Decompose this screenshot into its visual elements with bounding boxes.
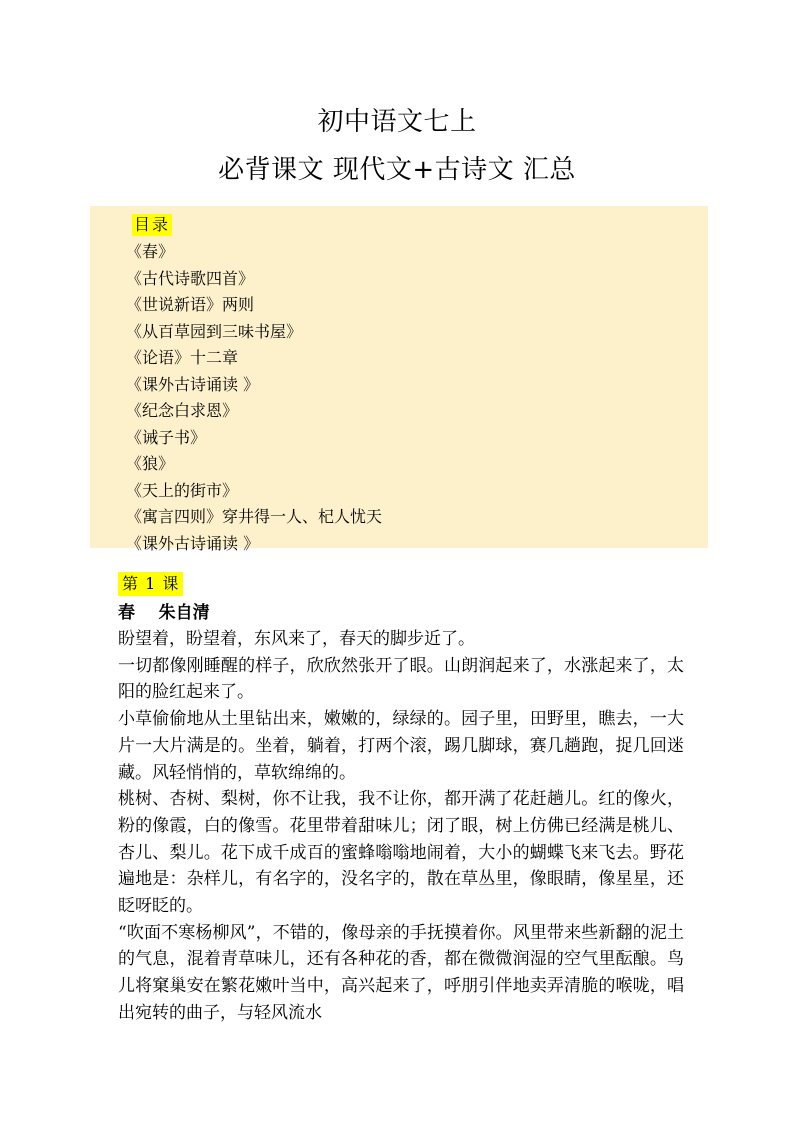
toc-item: 《春》: [126, 242, 175, 261]
toc-item: 《纪念白求恩》: [126, 401, 239, 420]
paragraph: 一切都像刚睡醒的样子，欣欣然张开了眼。山朗润起来了，水涨起来了，太阳的脸红起来了。: [118, 655, 684, 703]
page-title: 初中语文七上: [317, 107, 477, 137]
paragraph: “吹面不寒杨柳风”，不错的，像母亲的手抚摸着你。风里带来些新翻的泥土的气息，混着青草味儿，还有各种花的香，都在微微润湿的空气里酝酿。鸟儿将窠巢安在繁花嫩叶当中，高兴起来了，呼朋引伴地卖弄清脆的喉咙，唱出宛转的曲子，与轻风流水: [118, 922, 684, 1023]
paragraph: 盼望着，盼望着，东风来了，春天的脚步近了。: [118, 629, 475, 649]
toc-item: 《从百草园到三味书屋》: [126, 321, 303, 341]
table-of-contents: [90, 206, 708, 553]
toc-item: 《课外古诗诵读 》: [126, 533, 260, 553]
toc-item: 《天上的街市》: [126, 480, 239, 500]
lesson-heading: 春 朱自清: [118, 603, 210, 623]
lesson-tag: 第 1 课: [118, 572, 183, 596]
toc-item: 《古代诗歌四首》: [126, 268, 255, 288]
toc-item: 《诫子书》: [126, 427, 207, 447]
toc-item: 《论语》十二章: [126, 348, 239, 367]
page-subtitle: 必背课文 现代文+古诗文 汇总: [218, 155, 576, 185]
paragraph: 小草偷偷地从土里钻出来，嫩嫩的，绿绿的。园子里，田野里，瞧去，一大片一大片满是的。坐着，躺着，打两个滚，踢几脚球，赛几趟跑，捉几回迷藏。风轻悄悄的，草软绵绵的。: [118, 709, 684, 783]
lesson-body: [118, 626, 684, 1027]
toc-item: 《课外古诗诵读 》: [126, 374, 260, 394]
toc-item: 《狼》: [126, 454, 175, 473]
toc-item: 《寓言四则》穿井得一人、杞人忧天: [126, 507, 383, 526]
toc-heading: 目录: [134, 215, 171, 234]
paragraph: 桃树、杏树、梨树，你不让我，我不让你，都开满了花赶趟儿。红的像火，粉的像霞，白的像雪。花里带着甜味儿；闭了眼，树上仿佛已经满是桃儿、杏儿、梨儿。花下成千成百的蜜蜂嗡嗡地闹着，大小的蝴蝶飞来飞去。野花遍地是：杂样儿，有名字的，没名字的，散在草丛里，像眼睛，像星星，还眨呀眨的。: [118, 789, 684, 917]
toc-item: 《世说新语》两则: [126, 295, 255, 314]
toc-list: [126, 239, 382, 557]
